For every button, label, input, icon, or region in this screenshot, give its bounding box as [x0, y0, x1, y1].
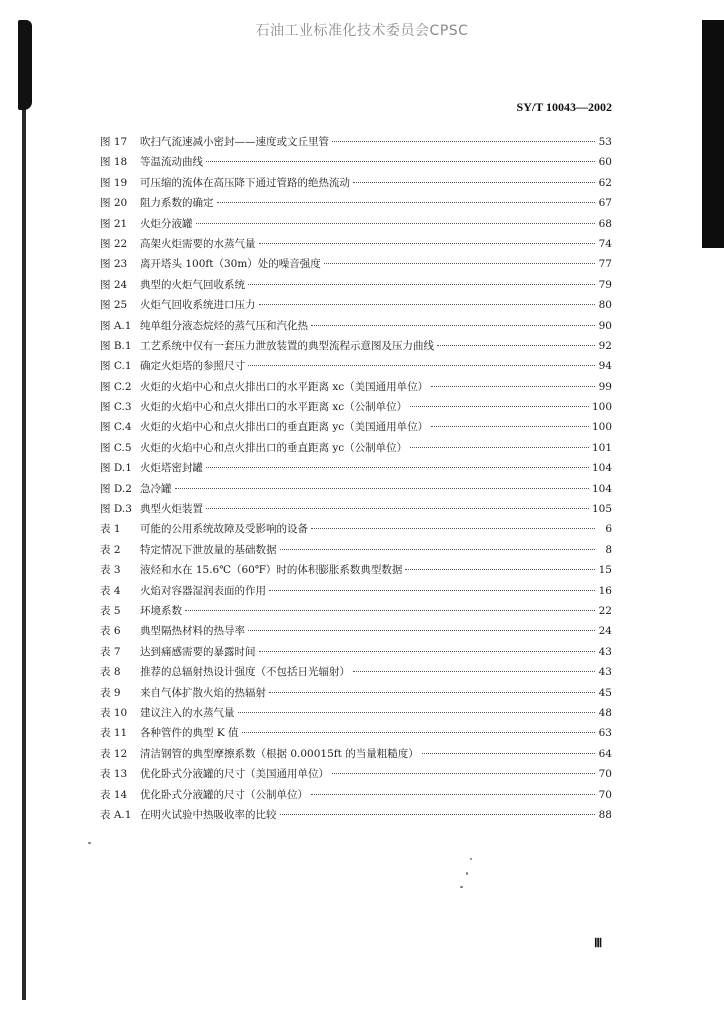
toc-entry-number: 图 D.3 [100, 503, 132, 516]
toc-entry-title: 特定情况下泄放量的基础数据 [140, 543, 277, 556]
toc-entry-page: 70 [598, 788, 612, 801]
toc-entry-title: 工艺系统中仅有一套压力泄放装置的典型流程示意图及压力曲线 [140, 339, 434, 352]
toc-entry-number: 图 B.1 [100, 339, 132, 352]
toc-entry-number: 表 12 [100, 747, 128, 760]
toc-entry-title: 火炬分液罐 [140, 217, 193, 230]
toc-entry-title: 可压缩的流体在高压降下通过管路的绝热流动 [140, 176, 350, 189]
toc-entry [100, 499, 612, 519]
toc-dot-leader [185, 610, 595, 611]
toc-entry-page: 68 [598, 217, 612, 230]
toc-entry-page: 77 [598, 258, 612, 271]
toc-entry-page: 6 [605, 523, 612, 536]
toc-entry-title: 环境系数 [140, 604, 182, 617]
toc-entry-page: 67 [598, 197, 612, 210]
toc-entry [100, 152, 612, 172]
toc-entry [100, 356, 612, 376]
toc-entry-title: 高架火炬需要的水蒸气量 [140, 237, 256, 250]
toc-entry-page: 104 [591, 482, 612, 495]
toc-entry-number: 表 10 [100, 706, 128, 719]
toc-entry-number: 表 A.1 [100, 808, 132, 821]
toc-entry [100, 336, 612, 356]
toc-dot-leader [410, 447, 589, 448]
toc-entry [100, 316, 612, 336]
toc-dot-leader [324, 263, 595, 264]
toc-entry-number: 表 13 [100, 768, 128, 781]
toc-entry-title: 纯单组分液态烷烃的蒸气压和汽化热 [140, 319, 308, 332]
toc-entry-number: 图 20 [100, 197, 128, 210]
toc-entry-number: 表 4 [100, 584, 121, 597]
toc-entry-number: 图 21 [100, 217, 128, 230]
standard-code: SY/T 10043—2002 [516, 100, 612, 114]
toc-entry-page: 99 [598, 380, 612, 393]
toc-entry [100, 642, 612, 662]
toc-entry-page: 53 [598, 136, 612, 148]
toc-entry-number: 图 D.2 [100, 482, 132, 495]
toc-entry-title: 急冷罐 [140, 482, 172, 495]
toc-entry-title: 典型隔热材料的热导率 [140, 625, 245, 638]
toc-entry [100, 703, 612, 723]
toc-entry-title: 火炬的火焰中心和点火排出口的垂直距离 yc（公制单位） [140, 441, 408, 454]
toc-entry [100, 683, 612, 703]
toc-dot-leader [259, 243, 596, 244]
toc-entry [100, 234, 612, 254]
toc-entry-title: 典型的火炬气回收系统 [140, 278, 245, 291]
toc-entry [100, 805, 612, 825]
toc-entry-page: 43 [598, 666, 612, 679]
toc-entry [100, 214, 612, 234]
toc-entry-title: 离开塔头 100ft（30m）处的噪音强度 [140, 258, 321, 271]
toc-entry [100, 397, 612, 417]
toc-dot-leader [431, 386, 595, 387]
toc-entry-number: 图 C.1 [100, 360, 132, 373]
toc-dot-leader [280, 549, 596, 550]
toc-entry-number: 图 C.5 [100, 441, 132, 454]
toc-dot-leader [431, 426, 589, 427]
toc-dot-leader [196, 223, 596, 224]
toc-entry [100, 723, 612, 743]
toc-dot-leader [248, 284, 595, 285]
toc-entry-page: 74 [598, 237, 612, 250]
toc-entry-page: 43 [598, 645, 612, 658]
toc-entry [100, 132, 612, 152]
toc-dot-leader [206, 161, 595, 162]
toc-dot-leader [248, 630, 595, 631]
toc-entry-page: 63 [598, 727, 612, 740]
toc-entry-number: 图 25 [100, 299, 128, 312]
toc-entry-number: 图 19 [100, 176, 128, 189]
toc-entry-number: 表 8 [100, 666, 121, 679]
toc-entry [100, 417, 612, 437]
toc-entry [100, 275, 612, 295]
toc-entry-page: 100 [591, 421, 612, 434]
toc-entry [100, 581, 612, 601]
toc-dot-leader [217, 202, 596, 203]
toc-entry-title: 火焰对容器湿润表面的作用 [140, 584, 266, 597]
toc-entry-title: 优化卧式分液罐的尺寸（美国通用单位） [140, 768, 329, 781]
toc-entry-page: 24 [598, 625, 612, 638]
toc-entry-page: 105 [591, 503, 612, 516]
toc-entry-number: 表 7 [100, 645, 121, 658]
toc-entry [100, 458, 612, 478]
toc-dot-leader [353, 182, 595, 183]
toc-dot-leader [353, 671, 595, 672]
toc-entry-page: 100 [591, 401, 612, 414]
toc-entry [100, 438, 612, 458]
watermark-text: 石油工业标准化技术委员会CPSC [255, 23, 469, 39]
toc-entry-page: 92 [598, 339, 612, 352]
toc-entry [100, 193, 612, 213]
toc-dot-leader [206, 508, 589, 509]
toc-entry-page: 60 [598, 156, 612, 169]
toc-entry-title: 达到痛感需要的暴露时间 [140, 645, 256, 658]
toc-dot-leader [311, 325, 595, 326]
toc-entry-page: 45 [598, 686, 612, 699]
toc-dot-leader [242, 732, 595, 733]
toc-entry-title: 优化卧式分液罐的尺寸（公制单位） [140, 788, 308, 801]
toc-entry-number: 表 5 [100, 604, 121, 617]
toc-dot-leader [269, 590, 595, 591]
toc-entry-number: 图 24 [100, 278, 128, 291]
toc-entry-number: 图 17 [100, 136, 128, 148]
toc-entry-page: 88 [598, 808, 612, 821]
toc-dot-leader [175, 488, 589, 489]
toc-entry-title: 在明火试验中热吸收率的比较 [140, 808, 277, 821]
toc-entry-title: 阻力系数的确定 [140, 197, 214, 210]
toc-entry-number: 图 C.2 [100, 380, 132, 393]
toc-dot-leader [248, 365, 595, 366]
toc-entry-page: 48 [598, 706, 612, 719]
scan-speck [88, 842, 91, 844]
toc-entry-page: 64 [598, 747, 612, 760]
toc-entry-page: 101 [591, 441, 612, 454]
toc-entry-title: 等温流动曲线 [140, 156, 203, 169]
toc-entry [100, 744, 612, 764]
table-of-contents [100, 132, 612, 825]
toc-entry-title: 清洁钢管的典型摩擦系数（根据 0.00015ft 的当量粗糙度） [140, 747, 419, 760]
toc-dot-leader [410, 406, 589, 407]
toc-entry-page: 79 [598, 278, 612, 291]
toc-dot-leader [269, 692, 595, 693]
toc-entry-number: 表 11 [100, 727, 128, 740]
toc-entry [100, 662, 612, 682]
toc-entry [100, 621, 612, 641]
toc-dot-leader [311, 794, 595, 795]
toc-entry-page: 62 [598, 176, 612, 189]
toc-entry-number: 表 14 [100, 788, 128, 801]
scan-speck [460, 886, 463, 888]
toc-dot-leader [332, 773, 595, 774]
toc-entry-number: 图 C.4 [100, 421, 132, 434]
toc-entry [100, 560, 612, 580]
page-number: Ⅲ [594, 936, 603, 950]
toc-entry-title: 来自气体扩散火焰的热辐射 [140, 686, 266, 699]
toc-entry-title: 建议注入的水蒸气量 [140, 706, 235, 719]
scan-speck [466, 872, 468, 875]
toc-entry [100, 601, 612, 621]
toc-dot-leader [332, 141, 595, 142]
toc-entry [100, 764, 612, 784]
toc-entry [100, 377, 612, 397]
toc-entry-number: 图 C.3 [100, 401, 132, 414]
scan-edge-left [18, 20, 42, 1000]
toc-dot-leader [259, 651, 596, 652]
toc-dot-leader [422, 753, 595, 754]
toc-entry-page: 16 [598, 584, 612, 597]
toc-entry-page: 70 [598, 768, 612, 781]
toc-dot-leader [437, 345, 595, 346]
toc-entry-title: 可能的公用系统故障及受影响的设备 [140, 523, 308, 536]
scan-speck [470, 858, 472, 860]
toc-entry-title: 推荐的总辐射热设计强度（不包括日光辐射） [140, 666, 350, 679]
toc-entry-page: 22 [598, 604, 612, 617]
toc-entry-title: 火炬的火焰中心和点火排出口的水平距离 xc（美国通用单位） [140, 380, 429, 393]
toc-dot-leader [206, 467, 589, 468]
toc-entry-title: 火炬的火焰中心和点火排出口的水平距离 xc（公制单位） [140, 401, 408, 414]
toc-entry-number: 表 1 [100, 523, 121, 536]
toc-entry [100, 540, 612, 560]
toc-dot-leader [311, 528, 595, 529]
toc-entry [100, 519, 612, 539]
toc-entry-page: 15 [598, 564, 612, 577]
toc-entry-number: 图 A.1 [100, 319, 132, 332]
toc-entry-page: 94 [598, 360, 612, 373]
toc-entry-page: 80 [598, 299, 612, 312]
toc-entry [100, 173, 612, 193]
toc-entry [100, 479, 612, 499]
toc-entry-number: 图 22 [100, 237, 128, 250]
toc-dot-leader [405, 569, 595, 570]
scan-edge-right [702, 20, 724, 248]
toc-entry-page: 104 [591, 462, 612, 475]
toc-entry-title: 确定火炬塔的参照尺寸 [140, 360, 245, 373]
toc-entry [100, 295, 612, 315]
toc-entry-title: 各种管件的典型 K 值 [140, 727, 239, 740]
toc-dot-leader [280, 814, 596, 815]
toc-entry [100, 785, 612, 805]
toc-dot-leader [238, 712, 596, 713]
toc-entry-page: 90 [598, 319, 612, 332]
toc-entry [100, 254, 612, 274]
toc-entry-number: 图 D.1 [100, 462, 132, 475]
toc-entry-title: 火炬塔密封罐 [140, 462, 203, 475]
toc-entry-number: 图 23 [100, 258, 128, 271]
toc-entry-number: 表 9 [100, 686, 121, 699]
toc-entry-title: 吹扫气流速减小密封——速度或文丘里管 [140, 136, 329, 148]
toc-entry-title: 火炬气回收系统进口压力 [140, 299, 256, 312]
toc-entry-number: 表 2 [100, 543, 121, 556]
toc-entry-number: 表 6 [100, 625, 121, 638]
toc-entry-title: 典型火炬装置 [140, 503, 203, 516]
toc-entry-page: 8 [605, 543, 612, 556]
toc-entry-number: 图 18 [100, 156, 128, 169]
toc-entry-title: 火炬的火焰中心和点火排出口的垂直距离 yc（美国通用单位） [140, 421, 429, 434]
toc-dot-leader [259, 304, 596, 305]
toc-entry-title: 液烃和水在 15.6℃（60℉）时的体积膨胀系数典型数据 [140, 564, 403, 577]
toc-entry-number: 表 3 [100, 564, 121, 577]
